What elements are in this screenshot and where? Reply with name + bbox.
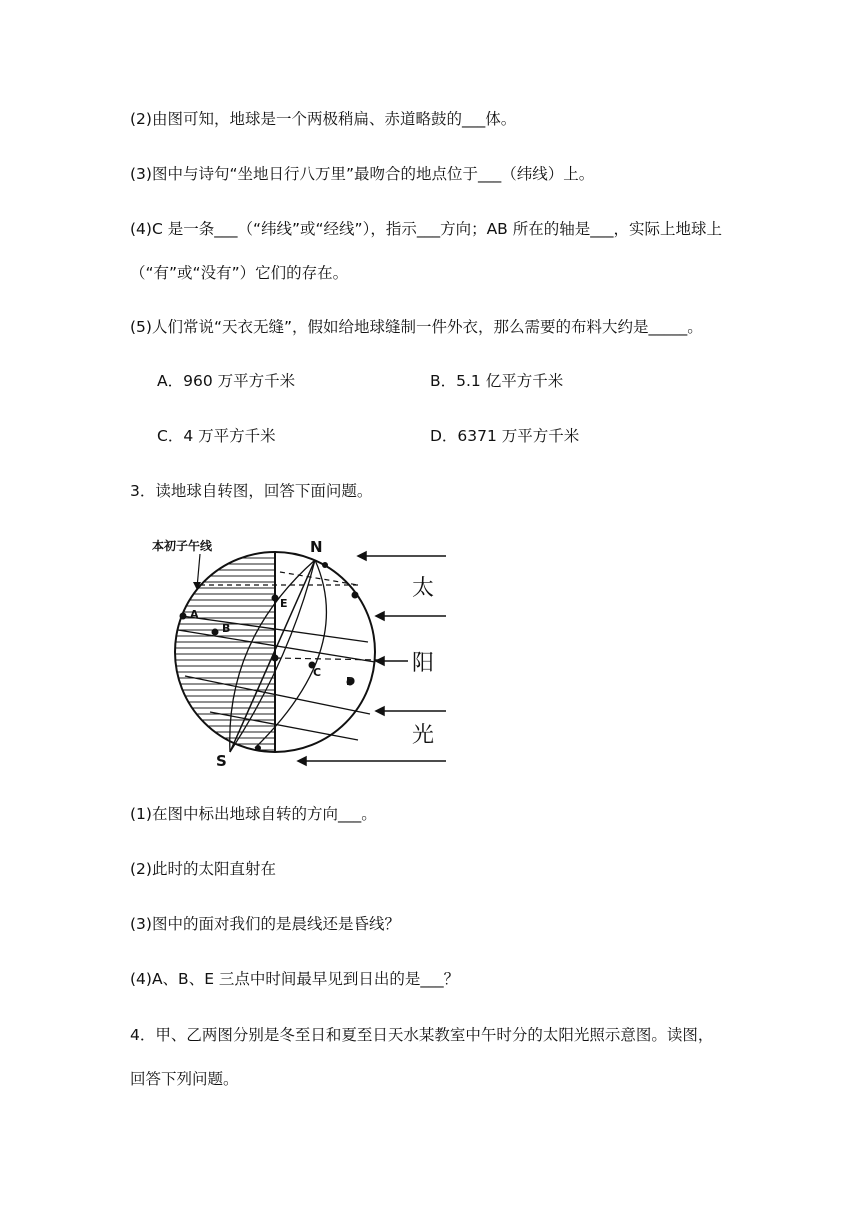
- earth-rotation-figure: [130, 530, 450, 770]
- label-d: D: [346, 675, 356, 688]
- point-upper-right: [352, 592, 359, 599]
- label-s: S: [216, 752, 227, 770]
- option-a: A．960 万平方千米: [157, 372, 296, 390]
- point-center: [272, 655, 279, 662]
- q3-part1: (1)在图中标出地球自转的方向___。: [130, 805, 377, 823]
- point-e: [272, 595, 279, 602]
- q4-line1: 4．甲、乙两图分别是冬至日和夏至日天水某教室中午时分的太阳光照示意图。读图，: [130, 1026, 714, 1044]
- sun-char-2: 阳: [412, 651, 435, 676]
- point-south-marker: [255, 745, 261, 751]
- label-b: B: [222, 622, 231, 635]
- q2-part5: (5)人们常说“天衣无缝”，假如给地球缝制一件外衣，那么需要的布料大约是_____。: [130, 318, 703, 336]
- point-upper-right2: [322, 562, 328, 568]
- q2-part2: (2)由图可知，地球是一个两极稍扁、赤道略鼓的___体。: [130, 110, 517, 128]
- point-a: [180, 613, 187, 620]
- sun-char-3: 光: [412, 723, 435, 748]
- meridian-label: 本初子午线: [152, 539, 213, 553]
- point-b: [212, 629, 219, 636]
- q2-part3: (3)图中与诗句“坐地日行八万里”最吻合的地点位于___（纬线）上。: [130, 165, 595, 183]
- sun-char-1: 太: [412, 576, 435, 601]
- label-e: E: [280, 597, 288, 610]
- label-c: C: [313, 666, 322, 679]
- q3-part3: (3)图中的面对我们的是晨线还是昏线？: [130, 915, 400, 933]
- label-n: N: [310, 538, 323, 556]
- q2-part4-line2: （“有”或“没有”）它们的存在。: [130, 264, 349, 282]
- option-b: B．5.1 亿平方千米: [430, 372, 564, 390]
- label-a: A: [190, 608, 199, 621]
- q3-part4: (4)A、B、E 三点中时间最早见到日出的是___？: [130, 970, 460, 988]
- q3-title: 3．读地球自转图，回答下面问题。: [130, 482, 373, 500]
- q2-part4-line1: (4)C 是一条___（“纬线”或“经线”），指示___方向；AB 所在的轴是___，实际上地球上: [130, 220, 722, 238]
- q3-part2: (2)此时的太阳直射在: [130, 860, 276, 878]
- option-d: D．6371 万平方千米: [430, 427, 580, 445]
- option-c: C．4 万平方千米: [157, 427, 276, 445]
- q4-line2: 回答下列问题。: [130, 1070, 239, 1088]
